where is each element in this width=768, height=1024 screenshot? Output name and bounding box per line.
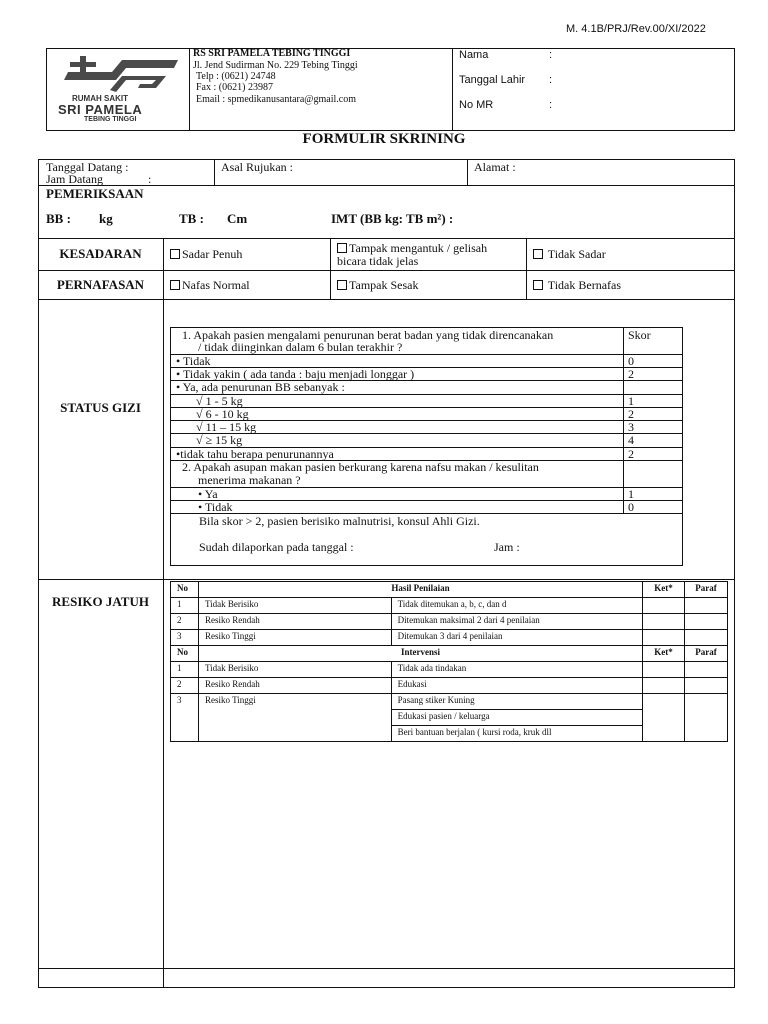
asal-rujukan-label: Asal Rujukan : bbox=[221, 160, 293, 174]
hospital-telp: Telp : (0621) 24748 bbox=[196, 71, 276, 82]
gizi-row-7: •tidak tahu berapa penurunannya bbox=[176, 447, 334, 461]
gizi-row-6: √ ≥ 15 kg bbox=[196, 433, 243, 447]
table-row: 3 Resiko Tinggi Ditemukan 3 dari 4 penilaian bbox=[171, 630, 728, 646]
imt-label: IMT (BB kg: TB m²) : bbox=[331, 211, 454, 226]
gizi-row-2: • Ya, ada penurunan BB sebanyak : bbox=[176, 380, 345, 394]
gizi-reported-date: Sudah dilaporkan pada tanggal : bbox=[199, 540, 354, 554]
gizi-row-4: √ 6 - 10 kg bbox=[196, 407, 249, 421]
hospital-name: RS SRI PAMELA TEBING TINGGI bbox=[193, 48, 351, 59]
pernafasan-label: PERNAFASAN bbox=[56, 277, 145, 292]
resiko-jatuh-table: No Hasil Penilaian Ket* Paraf 1 Tidak Berisiko Tidak ditemukan a, b, c, dan d 2 Resiko Rendah Ditemukan maksimal 2 dari 4 penilaian 3 Resiko Tinggi Ditemukan 3 dari 4 penilaian No Intervensi Ket* Paraf 1 Tidak Berisiko Tidak ada tindakan 2 Resiko Rendah Edukasi 3 Resiko Tinggi Pasang stiker Kuning Edukasi pasien / keluarga Beri bantuan berjalan ( kursi roda, kruk dll bbox=[170, 581, 728, 742]
gizi-question-1: 1. Apakah pasien mengalami penurunan berat badan yang tidak direncanakan bbox=[182, 328, 554, 342]
kesadaran-mengantuk[interactable]: Tampak mengantuk / gelisah bbox=[337, 242, 487, 255]
checkbox-icon[interactable] bbox=[170, 249, 180, 259]
form-title: FORMULIR SKRINING bbox=[302, 131, 466, 147]
tanggal-datang-label: Tanggal Datang : bbox=[46, 160, 129, 174]
gizi-row-1: • Tidak yakin ( ada tanda : baju menjadi longgar ) bbox=[176, 367, 415, 381]
checkbox-icon[interactable] bbox=[337, 243, 347, 253]
hospital-email: Email : spmedikanusantara@gmail.com bbox=[196, 94, 356, 105]
table-row: Beri bantuan berjalan ( kursi roda, kruk dll bbox=[171, 726, 728, 742]
checkbox-icon[interactable] bbox=[337, 280, 347, 290]
patient-mr-label: No MR bbox=[459, 99, 494, 111]
kesadaran-tidak-sadar[interactable]: Tidak Sadar bbox=[533, 248, 606, 261]
gizi-q2-tidak: • Tidak bbox=[198, 500, 233, 514]
logo-line1: RUMAH SAKIT bbox=[72, 94, 128, 103]
logo-line3: TEBING TINGGI bbox=[84, 116, 137, 123]
table-row: 1 Tidak Berisiko Tidak ada tindakan bbox=[171, 662, 728, 678]
document-code: M. 4.1B/PRJ/Rev.00/XI/2022 bbox=[566, 23, 706, 35]
pernafasan-tidak-bernafas[interactable]: Tidak Bernafas bbox=[533, 279, 621, 292]
status-gizi-label: STATUS GIZI bbox=[60, 400, 141, 415]
table-row: Edukasi pasien / keluarga bbox=[171, 710, 728, 726]
hospital-logo bbox=[56, 50, 184, 126]
patient-dob-label: Tanggal Lahir bbox=[459, 74, 526, 86]
gizi-row-5: √ 11 – 15 kg bbox=[196, 420, 257, 434]
hospital-address: Jl. Jend Sudirman No. 229 Tebing Tinggi bbox=[193, 60, 358, 71]
alamat-label: Alamat : bbox=[474, 160, 516, 174]
patient-name-label: Nama bbox=[459, 49, 489, 61]
kesadaran-sadar-penuh[interactable]: Sadar Penuh bbox=[170, 248, 242, 261]
table-row: 3 Resiko Tinggi Pasang stiker Kuning bbox=[171, 694, 728, 710]
logo-line2: SRI PAMELA bbox=[58, 102, 143, 117]
gizi-note: Bila skor > 2, pasien berisiko malnutrisi, konsul Ahli Gizi. bbox=[199, 514, 480, 528]
hospital-fax: Fax : (0621) 23987 bbox=[196, 82, 273, 93]
pernafasan-normal[interactable]: Nafas Normal bbox=[170, 279, 250, 292]
gizi-reported-time: Jam : bbox=[494, 540, 520, 554]
skor-header: Skor bbox=[628, 328, 651, 342]
table-row: 2 Resiko Rendah Ditemukan maksimal 2 dari 4 penilaian bbox=[171, 614, 728, 630]
pemeriksaan-title: PEMERIKSAAN bbox=[46, 186, 144, 201]
pernafasan-sesak[interactable]: Tampak Sesak bbox=[337, 279, 418, 292]
checkbox-icon[interactable] bbox=[533, 280, 543, 290]
gizi-question-2: 2. Apakah asupan makan pasien berkurang karena nafsu makan / kesulitan bbox=[182, 460, 539, 474]
bb-label: BB : bbox=[46, 211, 71, 226]
kesadaran-label: KESADARAN bbox=[59, 246, 142, 261]
checkbox-icon[interactable] bbox=[170, 280, 180, 290]
logo-emblem-icon bbox=[56, 50, 184, 96]
tb-label: TB : bbox=[179, 211, 204, 226]
resiko-jatuh-label: RESIKO JATUH bbox=[52, 594, 149, 609]
gizi-row-3: √ 1 - 5 kg bbox=[196, 394, 243, 408]
table-row: 2 Resiko Rendah Edukasi bbox=[171, 678, 728, 694]
checkbox-icon[interactable] bbox=[533, 249, 543, 259]
jam-datang-label: Jam Datang bbox=[46, 172, 103, 186]
table-row: 1 Tidak Berisiko Tidak ditemukan a, b, c, dan d bbox=[171, 598, 728, 614]
gizi-q2-ya: • Ya bbox=[198, 487, 218, 501]
gizi-row-0: • Tidak bbox=[176, 354, 211, 368]
